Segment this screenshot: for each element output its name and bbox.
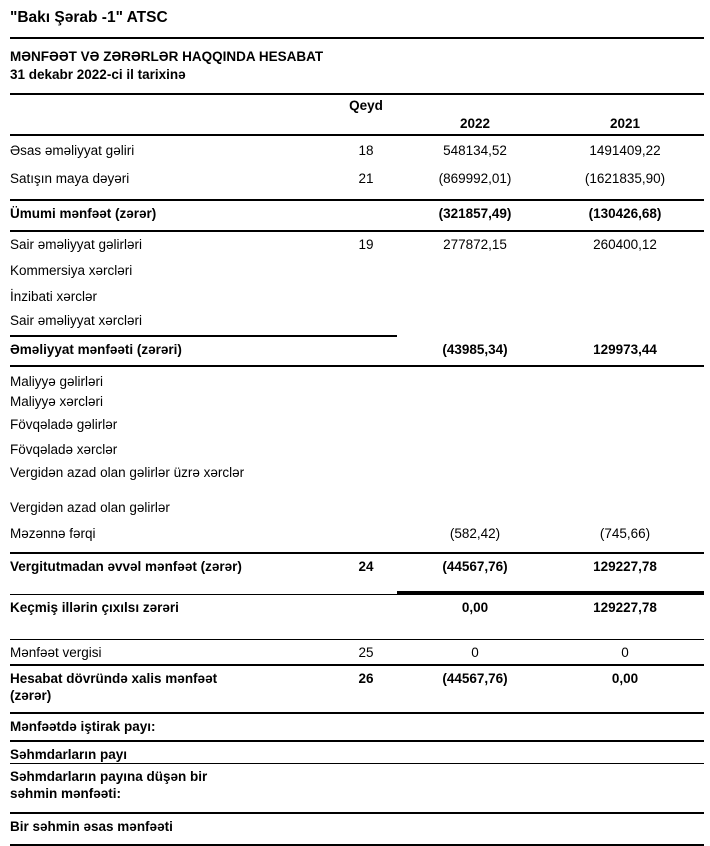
table-row [10,142,704,159]
report-title: MƏNFƏƏT VƏ ZƏRƏRLƏR HAQQINDA HESABAT [10,49,324,64]
row-value-2022: 277872,15 [443,237,507,252]
row-label: Vergidən azad olan gəlirlər [10,500,170,515]
row-label: Səhmdarların payı [10,747,128,762]
header-spacer [10,115,332,132]
row-value-2022: 0,00 [461,600,489,615]
row-label-line2: (zərər) [10,688,52,703]
row-label: Bir səhmin əsas mənfəəti [10,819,173,834]
table-row [10,639,704,661]
table-row [10,288,704,305]
column-header-2021: 2021 [609,116,641,131]
company-title: "Bakı Şərab -1" ATSC [10,9,168,26]
row-label: İnzibati xərclər [10,289,98,304]
table-row-section [10,740,704,763]
table-row-section [10,763,704,802]
table-row [10,393,704,410]
table-row [10,416,704,433]
row-value-2021: 260400,12 [593,237,657,252]
table-row [10,170,704,187]
row-label-line2: səhmin mənfəəti: [10,786,122,801]
row-note: 25 [358,645,374,660]
row-note: 18 [358,143,374,158]
header-spacer [332,115,400,132]
row-label: Sair əməliyyat xərcləri [10,313,143,328]
row-value-2021: 0,00 [611,671,639,686]
table-row-subtotal [10,594,704,616]
column-header-note: Qeyd [349,98,383,113]
row-label-line1: Səhmdarların payına düşən bir [10,769,208,784]
report-header [10,48,704,84]
row-value-2022: (44567,76) [442,559,508,574]
table-row [10,230,704,253]
row-value-2022: 548134,52 [443,143,507,158]
table-header-row-note [10,97,704,115]
report-date: 31 dekabr 2022-ci il tarixinə [10,67,186,82]
row-value-2022: (869992,01) [438,171,512,186]
row-label: Vergidən azad olan gəlirlər üzrə xərclər [10,465,245,480]
row-label [10,768,332,802]
row-label: Fövqəladə gəlirlər [10,417,118,432]
table-row-section [10,812,704,835]
table-row [10,365,704,390]
row-label: Kommersiya xərcləri [10,263,133,278]
row-value-2021: 0 [621,645,629,660]
row-value-2021: (1621835,90) [584,171,666,186]
row-note: 24 [358,559,374,574]
title-divider [10,37,704,39]
row-label: Məzənnə fərqi [10,526,96,541]
table-row [10,441,704,458]
row-value-2021: 129973,44 [593,342,657,357]
row-value-2021: (745,66) [599,526,651,541]
table-row [10,312,704,329]
row-value-2021: 129227,78 [593,559,657,574]
table-row [10,525,704,542]
row-value-2022: (44567,76) [442,671,508,686]
row-value-2022: 0 [471,645,479,660]
column-header-2022: 2022 [459,116,491,131]
row-note: 21 [358,171,374,186]
table-row [10,464,704,481]
header-spacer [400,97,550,115]
profit-loss-table [10,142,704,846]
row-value-2022: (582,42) [449,526,501,541]
table-header-row-years [10,115,704,132]
row-label: Əməliyyat mənfəəti (zərəri) [10,342,182,357]
row-label: Ümumi mənfəət (zərər) [10,206,157,221]
table-row-subtotal [10,199,704,222]
table-header [10,93,704,136]
row-label [10,670,332,704]
row-note: 19 [358,237,374,252]
row-label: Əsas əməliyyat gəliri [10,143,135,158]
row-value-2021: 129227,78 [593,600,657,615]
row-value-2021: (130426,68) [588,206,662,221]
row-label: Mənfəətdə iştirak payı: [10,719,156,734]
row-label-line1: Hesabat dövründə xalis mənfəət [10,671,218,686]
table-row [10,499,704,516]
table-row-subtotal [10,664,704,704]
row-label: Maliyyə xərcləri [10,394,104,409]
row-value-2022: (321857,49) [438,206,512,221]
row-label: Vergitutmadan əvvəl mənfəət (zərər) [10,559,242,574]
row-label: Keçmiş illərin çıxılsı zərəri [10,600,179,615]
table-row-subtotal [10,335,704,358]
table-row-section [10,712,704,735]
row-value-2022: (43985,34) [442,342,508,357]
row-label: Mənfəət vergisi [10,645,102,660]
table-row-subtotal [10,552,704,575]
row-value-2021: 1491409,22 [589,143,661,158]
row-label: Satışın maya dəyəri [10,171,130,186]
row-label: Maliyyə gəlirləri [10,374,104,389]
row-note: 26 [358,671,374,686]
row-label: Sair əməliyyat gəlirləri [10,237,143,252]
table-row [10,262,704,279]
header-spacer [10,97,332,115]
row-label: Fövqəladə xərclər [10,442,118,457]
header-spacer [550,97,700,115]
